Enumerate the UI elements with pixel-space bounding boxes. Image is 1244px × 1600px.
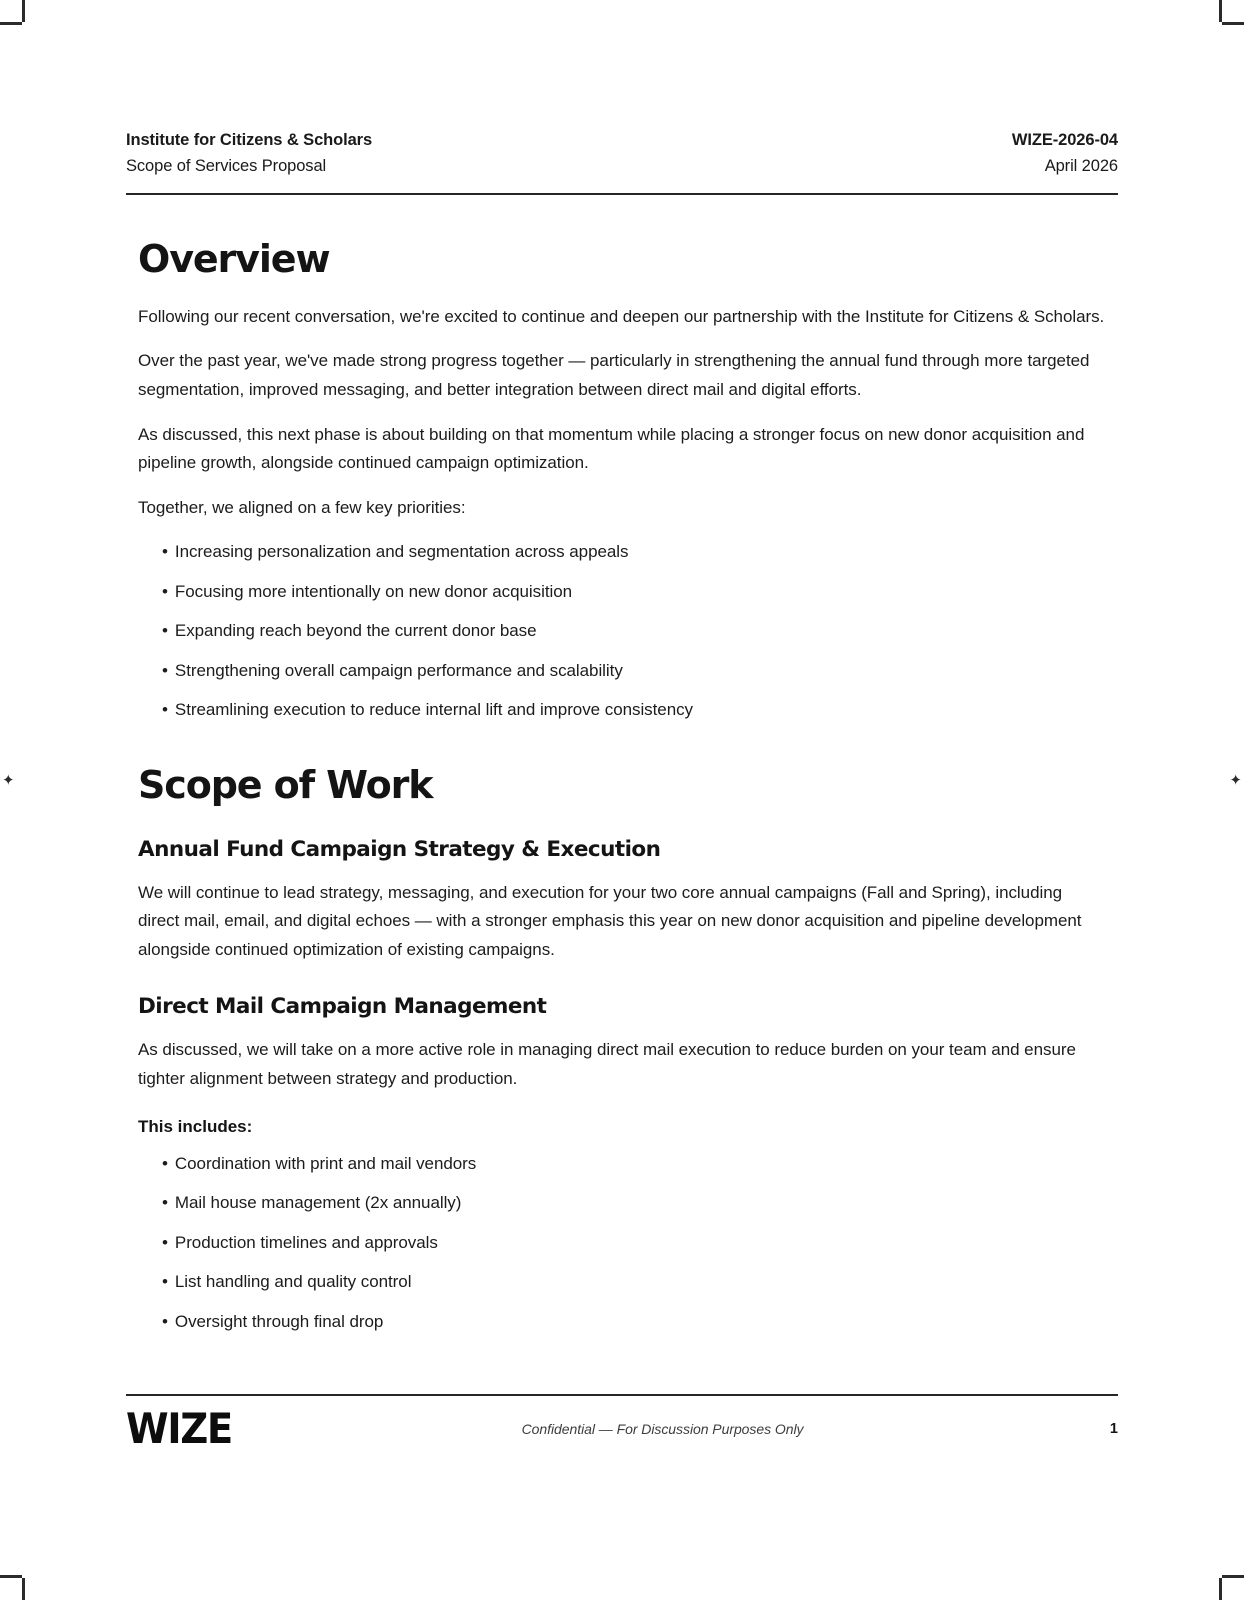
list-item-label: Increasing personalization and segmentation across appeals (174, 542, 629, 562)
bullet-icon: • (162, 660, 168, 680)
bullet-icon: • (162, 621, 168, 641)
crop-mark-bottom-right-horizontal (1222, 1575, 1244, 1578)
overview-paragraph-2: Over the past year, we've made strong progress together — particularly in strengthening the annual fund through more targeted segmentation, improved messaging, and better integration between direct mail and digital efforts. (138, 351, 1090, 400)
list-item (162, 578, 1106, 607)
list-item (162, 617, 1106, 646)
list-item-label: Streamlining execution to reduce internal lift and improve consistency (174, 700, 694, 720)
subsection-body-annual-fund: We will continue to lead strategy, messaging, and execution for your two core annual campaigns (Fall and Spring), including direct mail, email, and digital echoes — with a stronger emphasis this year on new donor acquisition and pipeline development alongside continued optimization of existing campaigns. (138, 882, 1082, 959)
document-header (126, 128, 1118, 193)
crop-mark-bottom-left-horizontal (0, 1575, 22, 1578)
wize-logo: WIZE (126, 1404, 232, 1453)
list-item (162, 657, 1106, 686)
list-item-label: Oversight through final drop (174, 1311, 384, 1331)
crop-mark-bottom-left-vertical (22, 1578, 25, 1600)
overview-paragraph-4: Together, we aligned on a few key priorities: (138, 497, 466, 517)
confidential-notice: Confidential — For Discussion Purposes Only (521, 1421, 804, 1437)
overview-paragraph-1: Following our recent conversation, we're excited to continue and deepen our partnership with the Institute for Citizens & Scholars. (138, 306, 1105, 326)
footer-row (126, 1404, 1118, 1453)
client-org-name: Institute for Citizens & Scholars (126, 131, 373, 149)
page-number: 1 (1109, 1421, 1118, 1437)
bullet-icon: • (162, 1193, 168, 1213)
document-page (62, 0, 1182, 1600)
bullet-icon: • (162, 1272, 168, 1292)
direct-mail-includes-list (138, 1150, 1106, 1337)
crop-mark-top-right-vertical (1219, 0, 1222, 22)
header-divider (126, 193, 1118, 195)
overview-paragraph-3: As discussed, this next phase is about building on that momentum while placing a stronger focus on new donor acquisition and pipeline growth, alongside continued campaign optimization. (138, 424, 1085, 473)
list-item (162, 1268, 1106, 1297)
section-heading-scope-of-work: Scope of Work (138, 762, 433, 807)
this-includes-label: This includes: (138, 1117, 253, 1137)
list-item (162, 1150, 1106, 1179)
header-right-block (1012, 128, 1118, 179)
list-item-label: Production timelines and approvals (174, 1232, 438, 1252)
document-date: April 2026 (1044, 156, 1118, 175)
registration-mark-right: ✦ (1229, 771, 1242, 789)
list-item-label: Focusing more intentionally on new donor acquisition (174, 581, 573, 601)
bullet-icon: • (162, 581, 168, 601)
bullet-icon: • (162, 1153, 168, 1173)
list-item-label: Mail house management (2x annually) (174, 1193, 462, 1213)
crop-mark-top-left-vertical (22, 0, 25, 22)
section-heading-overview: Overview (138, 237, 330, 282)
subsection-heading-direct-mail: Direct Mail Campaign Management (138, 994, 547, 1020)
list-item (162, 696, 1106, 725)
list-item-label: Expanding reach beyond the current donor base (174, 621, 537, 641)
footer-divider (126, 1394, 1118, 1396)
crop-mark-top-right-horizontal (1222, 22, 1244, 25)
subsection-heading-annual-fund: Annual Fund Campaign Strategy & Execution (138, 836, 661, 862)
bullet-icon: • (162, 542, 168, 562)
document-code: WIZE-2026-04 (1011, 131, 1118, 149)
list-item (162, 538, 1106, 567)
document-footer (126, 1394, 1118, 1453)
header-left-block (126, 128, 372, 179)
list-item (162, 1308, 1106, 1337)
subsection-body-direct-mail: As discussed, we will take on a more active role in managing direct mail execution to reduce burden on your team and ensure tighter alignment between strategy and production. (138, 1039, 1076, 1088)
page-content (126, 128, 1118, 1347)
key-priorities-list (138, 538, 1106, 725)
list-item-label: Strengthening overall campaign performance and scalability (174, 660, 623, 680)
crop-mark-top-left-horizontal (0, 22, 22, 25)
list-item-label: Coordination with print and mail vendors (174, 1153, 477, 1173)
bullet-icon: • (162, 1232, 168, 1252)
list-item-label: List handling and quality control (174, 1272, 412, 1292)
document-body (126, 239, 1118, 1336)
crop-mark-bottom-right-vertical (1219, 1578, 1222, 1600)
document-subtitle: Scope of Services Proposal (126, 156, 327, 175)
list-item (162, 1189, 1106, 1218)
registration-mark-left: ✦ (2, 771, 15, 789)
list-item (162, 1229, 1106, 1258)
bullet-icon: • (162, 700, 168, 720)
bullet-icon: • (162, 1311, 168, 1331)
